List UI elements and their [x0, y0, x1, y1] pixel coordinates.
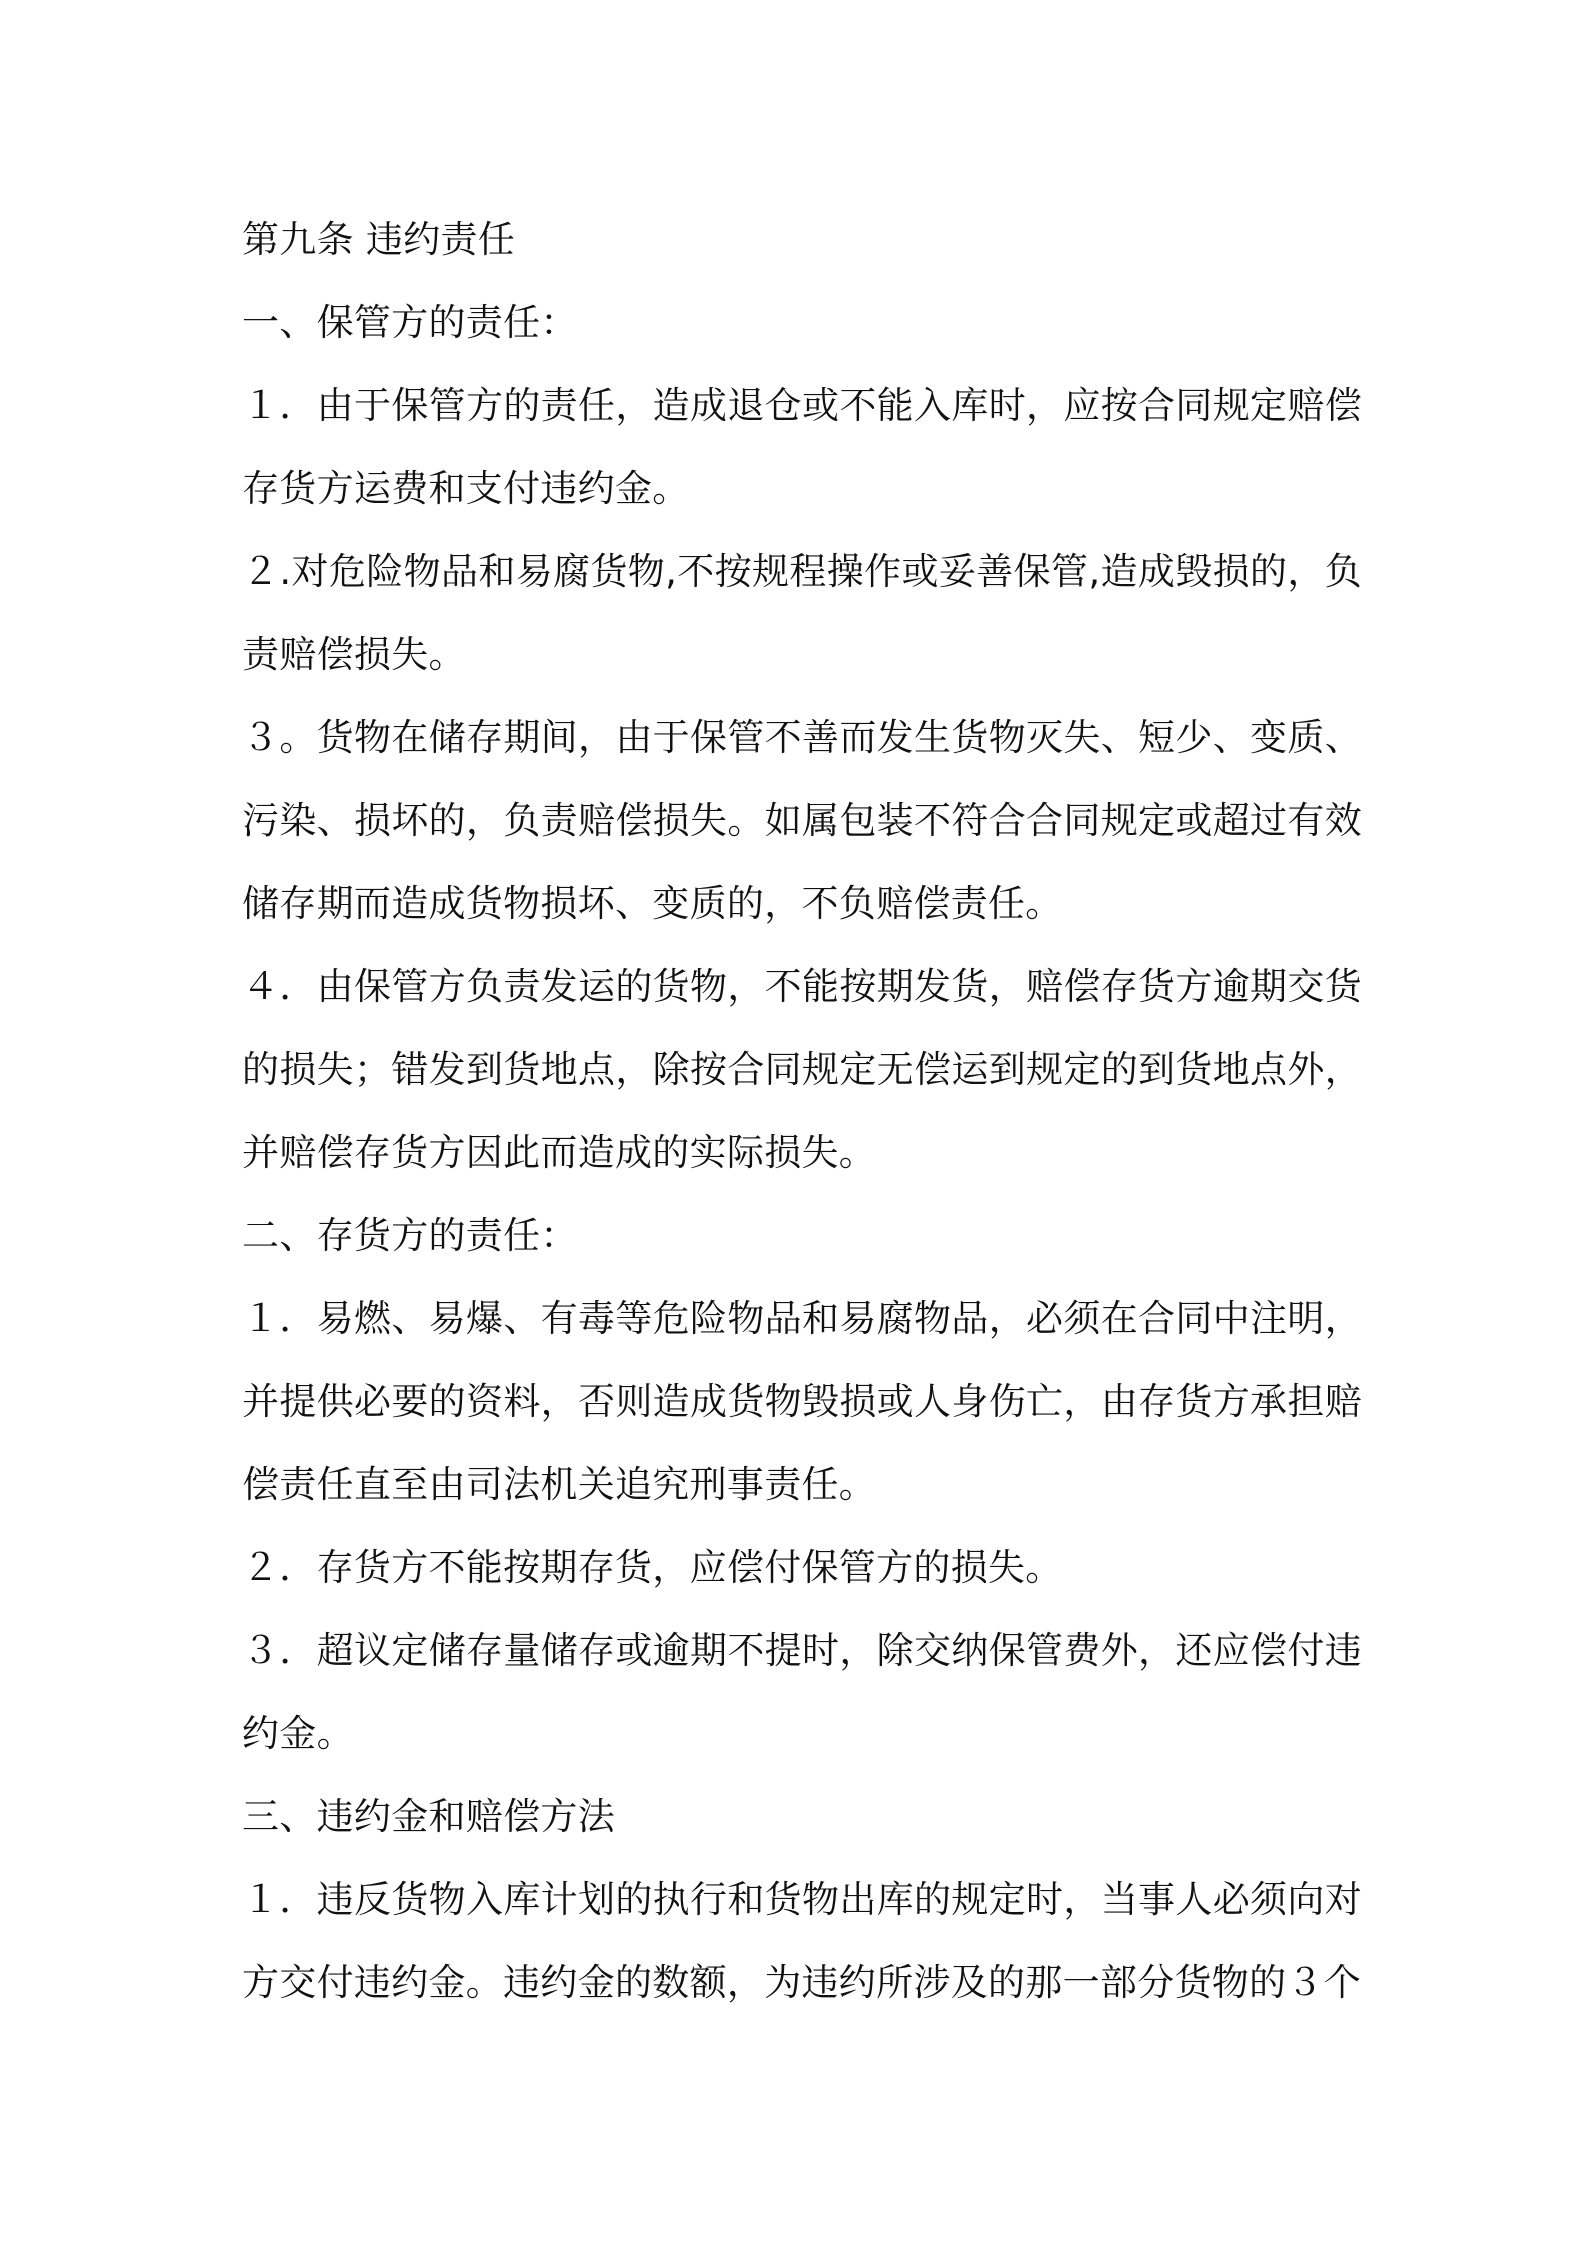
clause-paragraph: ３。货物在储存期间，由于保管不善而发生货物灭失、短少、变质、污染、损坏的，负责赔偿损失。如属包装不符合合同规定或超过有效储存期而造成货物损坏、变质的，不负赔偿责任。 [242, 716, 1362, 925]
clause-paragraph: ３．超议定储存量储存或逾期不提时，除交纳保管费外，还应偿付违约金。 [242, 1629, 1362, 1755]
clause-paragraph: ２.对危险物品和易腐货物,不按规程操作或妥善保管,造成毁损的，负责赔偿损失。 [242, 550, 1362, 676]
section-heading-penalty: 三、违约金和赔偿方法 [242, 1795, 615, 1838]
article-title: 第九条 违约责任 [242, 218, 516, 261]
clause-paragraph: １．易燃、易爆、有毒等危险物品和易腐物品，必须在合同中注明，并提供必要的资料，否则造成货物毁损或人身伤亡，由存货方承担赔偿责任直至由司法机关追究刑事责任。 [242, 1297, 1362, 1506]
section-heading-custodian: 一、保管方的责任： [242, 301, 578, 344]
section-heading-depositor: 二、存货方的责任： [242, 1214, 578, 1257]
clause-paragraph: ４．由保管方负责发运的货物，不能按期发货，赔偿存货方逾期交货的损失；错发到货地点，除按合同规定无偿运到规定的到货地点外，并赔偿存货方因此而造成的实际损失。 [242, 965, 1362, 1174]
clause-paragraph: ２．存货方不能按期存货，应偿付保管方的损失。 [242, 1546, 1063, 1589]
clause-paragraph: １．违反货物入库计划的执行和货物出库的规定时，当事人必须向对方交付违约金。违约金的数额，为违约所涉及的那一部分货物的３个 [242, 1878, 1362, 2004]
clause-paragraph: １．由于保管方的责任，造成退仓或不能入库时，应按合同规定赔偿存货方运费和支付违约金。 [242, 384, 1362, 510]
document-page [242, 198, 1362, 2024]
